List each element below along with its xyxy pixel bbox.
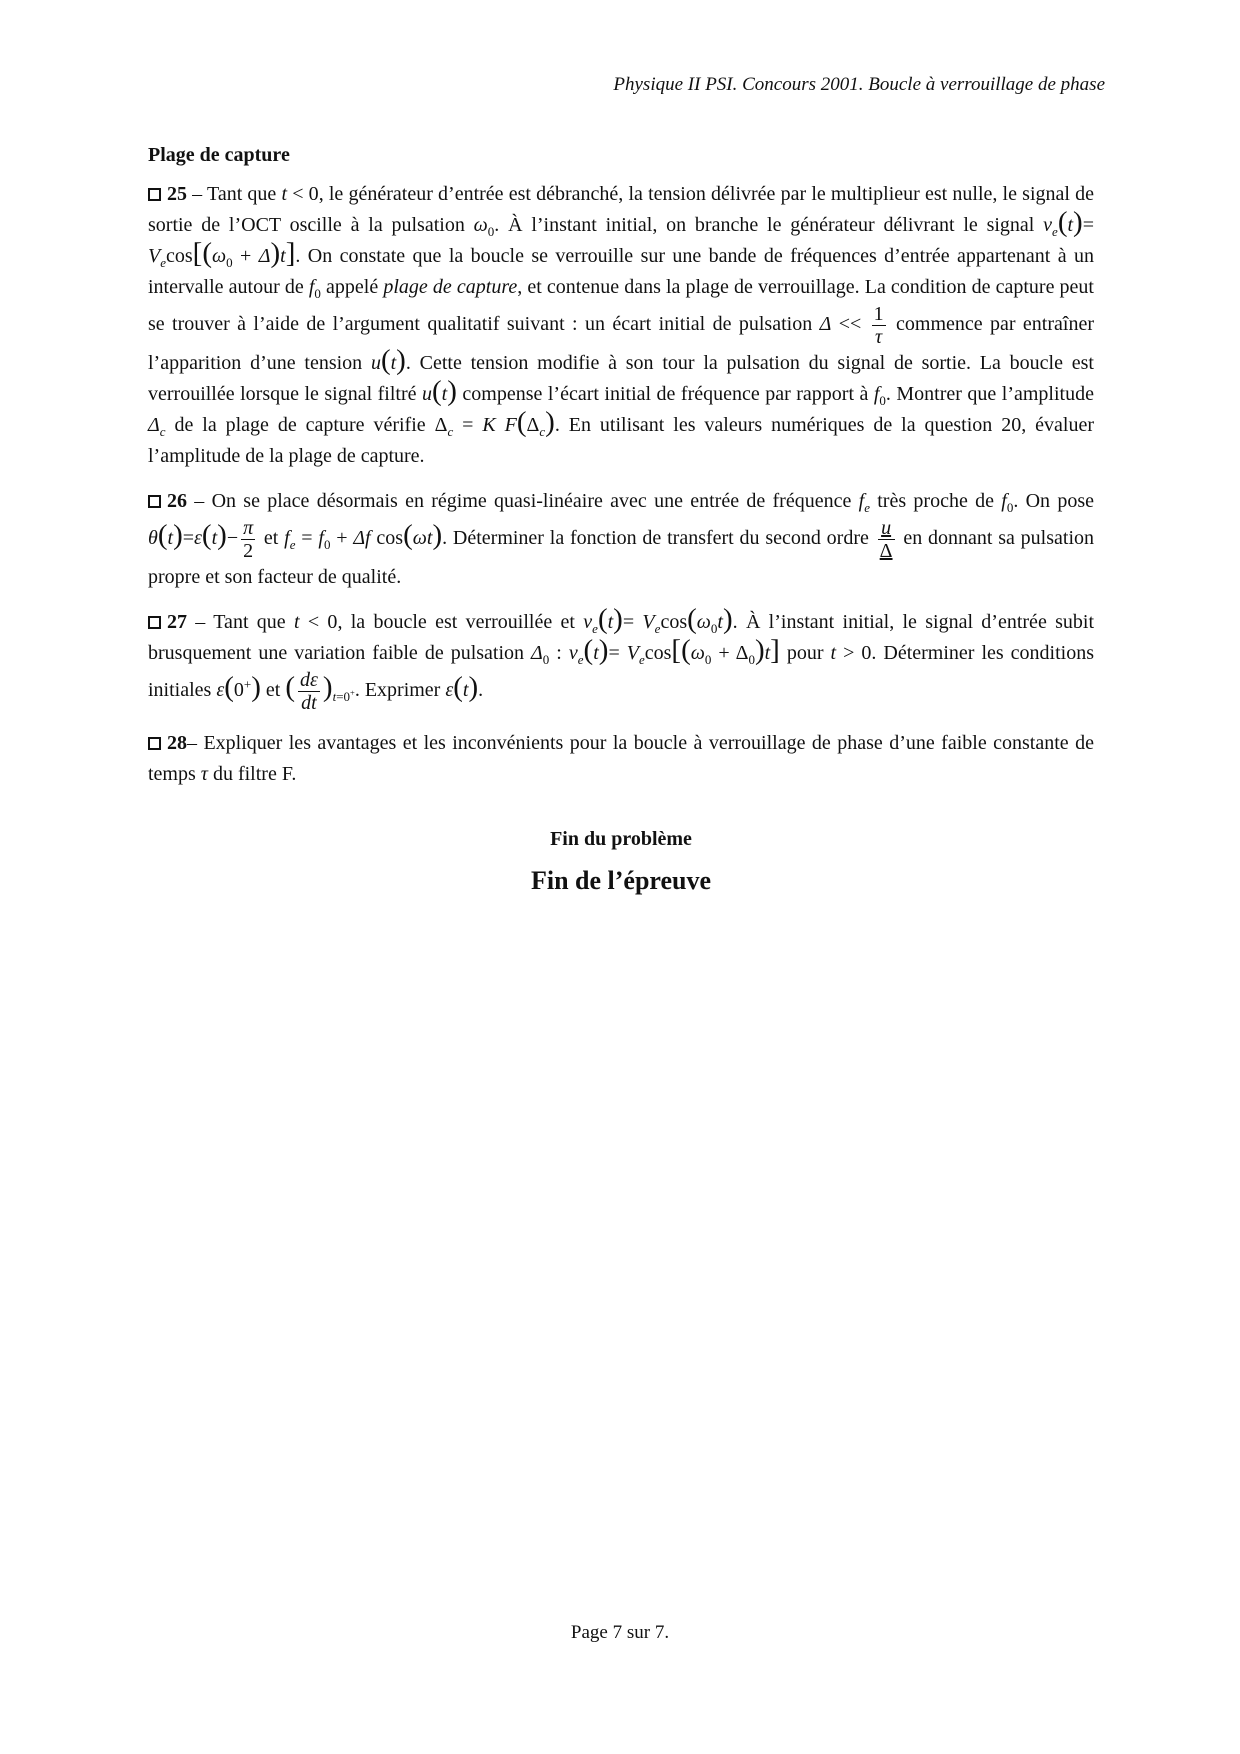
math: $\Delta_0$	[531, 642, 550, 667]
math: t	[830, 642, 837, 664]
math: $\omega_0$	[473, 214, 495, 239]
running-header: Physique II PSI. Concours 2001. Boucle à verrouillage de phase	[613, 74, 1105, 95]
math: $v_e(t)= V_e\cos[(\omega_0 + \Delta)t]$	[148, 206, 1094, 270]
math: τ	[200, 763, 208, 785]
math: $\Delta_c$	[148, 414, 166, 439]
checkbox-icon	[148, 616, 161, 629]
math: $v_e(t)= V_e\cos[(\omega_0 + \Delta_0)t]$	[568, 634, 780, 667]
math: u(t)	[370, 344, 406, 376]
math: $f_0$	[1001, 490, 1014, 515]
question-number: 27	[167, 611, 187, 633]
math: t	[281, 183, 288, 205]
question-28: 28– Expliquer les avantages et les inconvénients pour la boucle à verrouillage de phase d’une faible constante de temps τ du filtre F.	[148, 732, 1094, 785]
question-27: 27 – Tant que t < 0, la boucle est verrouillée et $v_e(t)= V_e\cos(\omega_0t)$. À l’instant initial, le signal d’entrée subit brusquement une variation faible de pulsation $\Delta_0$ : $v_e(t)= V_e\cos[(\omega_0 + \Delta_0)t]$ pour t > 0. Déterminer les conditions initiales ε(0+) et ( $\frac{d\varepsilon}{dt}$ )$_{t=0^+}$. Exprimer ε(t).	[148, 603, 1095, 714]
math: ε(0+)	[216, 671, 261, 704]
question-25: 25 – Tant que t < 0, le générateur d’entrée est débranché, la tension délivrée par le multiplieur est nulle, le signal de sortie de l’OCT oscille à la pulsation $\omega_0$. À l’instant initial, on branche le générateur délivrant le signal $v_e(t)= V_e\cos[(\omega_0 + \Delta)t]$. On constate que la boucle se verrouille sur une bande de fréquences d’entrée appartenant à un intervalle autour de $f_0$ appelé plage de capture, et contenue dans la plage de verrouillage. La condition de capture peut se trouver à l’aide de l’argument qualitatif suivant : un écart initial de pulsation Δ << $\frac{1}{\tau}$ commence par entraîner l’apparition d’une tension u(t). Cette tension modifie à son tour la pulsation du signal de sortie. La boucle est verrouillée lorsque le signal filtré u(t) compense l’écart initial de fréquence par rapport à $f_0$. Montrer que l’amplitude $\Delta_c$ de la plage de capture vérifie $\Delta_c = K$ $F(\Delta_c)$. En utilisant les valeurs numériques de la question 20, évaluer l’amplitude de la plage de capture.	[148, 183, 1094, 467]
end-exam: Fin de l’épreuve	[530, 866, 712, 895]
math: $f_0$	[873, 383, 886, 408]
math: $f_e = f_0 + \Delta f$ cos(ωt)	[284, 519, 443, 553]
math: $f_0$	[308, 276, 321, 301]
checkbox-icon	[148, 737, 161, 750]
question-number: 26	[167, 490, 187, 512]
page-content	[148, 140, 1094, 896]
math: $f_e$	[858, 490, 870, 515]
checkbox-icon	[148, 188, 161, 201]
question-26: 26 – On se place désormais en régime quasi-linéaire avec une entrée de fréquence $f_e$ très proche de $f_0$. On pose θ(t)=ε(t)− $\frac{\pi}{2}$ et $f_e = f_0 + \Delta f$ cos(ωt). Déterminer la fonction de transfert du second ordre $\frac{u}{\Delta}$ en donnant sa pulsation propre et son facteur de qualité.	[148, 490, 1095, 588]
section-title: Plage de capture	[148, 144, 290, 166]
math: Δ << $\frac{1}{\tau}$	[819, 303, 884, 348]
math: $v_e(t)= V_e\cos(\omega_0t)$	[583, 603, 733, 636]
question-number: 28	[167, 732, 187, 754]
math: $\frac{u}{\Delta}$	[879, 517, 893, 562]
end-problem: Fin du problème	[550, 828, 692, 850]
math: ε(t)	[445, 671, 479, 704]
question-number: 25	[167, 183, 187, 205]
math: t	[293, 611, 300, 633]
page-footer: Page 7 sur 7.	[570, 1622, 670, 1643]
math: u(t)	[422, 375, 457, 407]
math: $\Delta_c = K$ $F(\Delta_c)$	[434, 406, 555, 439]
math: ( $\frac{d\varepsilon}{dt}$ )$_{t=0^+}$	[285, 669, 355, 714]
ending	[148, 824, 1094, 896]
checkbox-icon	[148, 495, 161, 508]
math: θ(t)=ε(t)− $\frac{\pi}{2}$	[148, 517, 254, 562]
